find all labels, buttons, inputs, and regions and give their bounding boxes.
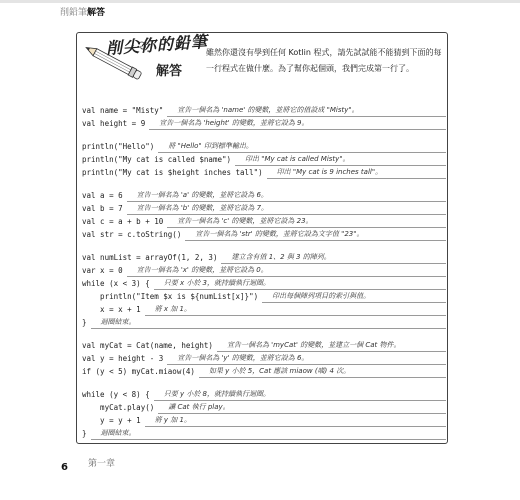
code-line — [82, 104, 446, 117]
answer-note: 只要 y 小於 8，就持續執行迴圈。 — [154, 389, 446, 401]
answer-note: 印出每個陣列項目的索引與值。 — [262, 291, 446, 303]
answer-note: 宣告一個名為 'c' 的變數，並將它設為 23。 — [167, 216, 446, 228]
page-top-band — [0, 0, 520, 3]
exercise-subtitle: 解答 — [156, 64, 183, 79]
code-text: val a = 6 — [82, 191, 123, 200]
page-footer — [61, 455, 116, 474]
code-line — [82, 427, 446, 440]
answer-note: 宣告一個名為 'a' 的變數，並將它設為 6。 — [127, 190, 446, 202]
code-text: val height = 9 — [82, 119, 146, 128]
code-text: } — [82, 429, 87, 438]
code-line — [82, 117, 446, 130]
code-line — [82, 401, 446, 414]
answer-note: 宣告一個名為 'height' 的變數，並將它設為 9。 — [149, 118, 446, 130]
code-text: while (y < 8) { — [82, 390, 150, 399]
code-line — [82, 264, 446, 277]
code-text: val b = 7 — [82, 204, 123, 213]
code-group — [82, 388, 446, 440]
code-text: println("My cat is called $name") — [82, 155, 232, 164]
answer-note: 將 y 加 1。 — [145, 415, 446, 427]
answer-note: 迴圈結束。 — [91, 428, 446, 440]
code-line — [82, 352, 446, 365]
answer-note: 宣告一個名為 'y' 的變數，並將它設為 6。 — [167, 353, 446, 365]
code-text: val str = c.toString() — [82, 230, 182, 239]
code-text: x = x + 1 — [82, 305, 141, 314]
answer-note: 讓 Cat 執行 play。 — [158, 402, 446, 414]
code-text: } — [82, 318, 87, 327]
exercise-instructions: 雖然你還沒有學到任何 Kotlin 程式，請先試試能不能猜到下面的每一行程式在做什麼。為了幫你起個頭，我們完成第一行了。 — [206, 48, 442, 73]
answer-note: 迴圈結束。 — [91, 317, 446, 329]
exercise-title: 削尖你的鉛筆 — [105, 31, 209, 58]
answer-note: 只要 x 小於 3，就持續執行迴圈。 — [154, 278, 446, 290]
page-number: 6 — [61, 462, 68, 473]
code-text: val myCat = Cat(name, height) — [82, 341, 213, 350]
code-text: println("Item $x is ${numList[x]}") — [82, 292, 259, 301]
code-group — [82, 251, 446, 329]
code-group — [82, 339, 446, 378]
answer-note: 宣告一個名為 'myCat' 的變數，並建立一個 Cat 物件。 — [217, 340, 446, 352]
code-text: var x = 0 — [82, 266, 123, 275]
code-line — [82, 277, 446, 290]
code-line — [82, 140, 446, 153]
answer-note: 將 x 加 1。 — [145, 304, 446, 316]
code-text: myCat.play() — [82, 403, 155, 412]
answer-note: 宣告一個名為 'str' 的變數，並將它設為文字值 "23"。 — [185, 229, 446, 241]
chapter-label: 第一章 — [88, 459, 116, 469]
answer-note: 宣告一個名為 'x' 的變數，並將它設為 0。 — [127, 265, 446, 277]
code-line — [82, 339, 446, 352]
code-text: val name = "Misty" — [82, 106, 164, 115]
code-line — [82, 228, 446, 241]
code-text: val numList = arrayOf(1, 2, 3) — [82, 253, 218, 262]
code-line — [82, 153, 446, 166]
answer-note: 將 "Hello" 印到標準輸出。 — [158, 141, 446, 153]
code-text: y = y + 1 — [82, 416, 141, 425]
answer-note: 建立含有值 1、2 與 3 的陣列。 — [221, 252, 446, 264]
header-section: 削鉛筆 — [60, 8, 88, 18]
header-suffix: 解答 — [87, 8, 106, 18]
answer-note: 宣告一個名為 'name' 的變數，並將它的值設成 "Misty"。 — [167, 105, 446, 117]
code-text: if (y < 5) myCat.miaow(4) — [82, 367, 195, 376]
code-group — [82, 140, 446, 179]
code-group — [82, 104, 446, 130]
code-text: println("My cat is $height inches tall") — [82, 168, 263, 177]
code-line — [82, 215, 446, 228]
answer-note: 印出 "My cat is called Misty"。 — [235, 154, 446, 166]
code-line — [82, 251, 446, 264]
code-answer-list — [82, 104, 446, 440]
answer-note: 宣告一個名為 'b' 的變數，並將它設為 7。 — [127, 203, 446, 215]
code-line — [82, 303, 446, 316]
code-text: while (x < 3) { — [82, 279, 150, 288]
code-line — [82, 414, 446, 427]
code-text: val y = height - 3 — [82, 354, 164, 363]
running-header — [60, 7, 105, 19]
answer-note: 如果 y 小於 5，Cat 應該 miaow (喵) 4 次。 — [199, 366, 446, 378]
code-line — [82, 290, 446, 303]
code-line — [82, 166, 446, 179]
code-text: println("Hello") — [82, 142, 155, 151]
answer-note: 印出 "My cat is 9 inches tall"。 — [267, 167, 446, 179]
code-line — [82, 316, 446, 329]
code-line — [82, 189, 446, 202]
code-line — [82, 365, 446, 378]
code-group — [82, 189, 446, 241]
code-line — [82, 388, 446, 401]
code-text: val c = a + b + 10 — [82, 217, 164, 226]
code-line — [82, 202, 446, 215]
